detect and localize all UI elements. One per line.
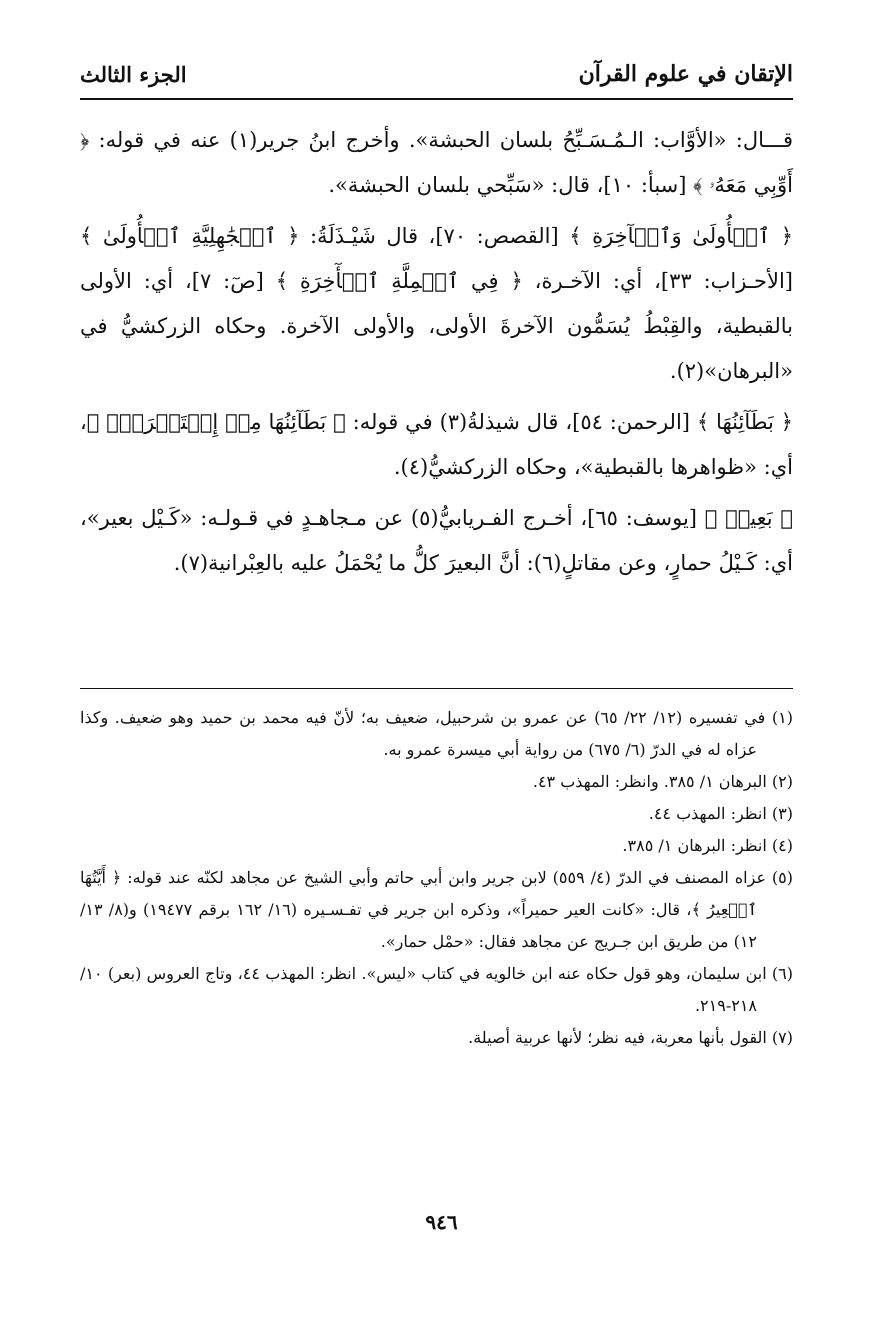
main-text bbox=[80, 118, 793, 592]
footnotes bbox=[80, 702, 793, 1054]
footnote-rule bbox=[80, 688, 793, 689]
footnote-2: (٢) البرهان ١/ ٣٨٥. وانظر: المهذب ٤٣. bbox=[532, 772, 793, 791]
footnote-3: (٣) انظر: المهذب ٤٤. bbox=[648, 804, 793, 823]
footnote-6: (٦) ابن سليمان، وهو قول حكاه عنه ابن خالويه في كتاب «ليس». انظر: المهذب ٤٤، وتاج العروس (بعر) ١٠/ ٢١٨-٢١٩. bbox=[80, 964, 793, 1015]
footnote-5: (٥) عزاه المصنف في الدرّ (٤/ ٥٥٩) لابن جرير وابن أبي حاتم وأبي الشيخ عن مجاهد لكنّه عند قوله: ﴿ أَيَّتُهَا ٱلۡعِيرُ ﴾، قال: «كانت العير حميراً»، وذكره ابن جرير في تفـسـيره (١٦/ ١٦٢ برقم ١٩٤٧٧) و(٨/ ١٣/ ١٢) من طريق ابن جـريج عن مجاهد فقال: «حمْل حمار». bbox=[80, 868, 794, 951]
page-number: ٩٤٦ bbox=[425, 1210, 458, 1234]
paragraph-bataiuha: ﴿ بَطَآئِنُهَا ﴾ [الرحمن: ٥٤]، قال شيذلةُ(٣) في قوله: ﴿ بَطَآئِنُهَا مِنۡ إِسۡتَبۡرَقٖۚ ﴾، أي: «ظواهرها بالقبطية»، وحكاه الزركشيُّ(٤). bbox=[80, 410, 793, 479]
footnote-4: (٤) انظر: البرهان ١/ ٣٨٥. bbox=[622, 836, 793, 855]
volume-title: الجزء الثالث bbox=[80, 61, 187, 87]
paragraph-ula-akhira: ﴿ ٱلۡأُولَىٰ وَٱلۡآخِرَةِ ﴾ [القصص: ٧٠]، قال شَيْـذَلَةُ: ﴿ ٱلۡجَٰهِلِيَّةِ ٱلۡأُولَىٰ ﴾ [الأحـزاب: ٣٣]، أي: الآخـرة، ﴿ فِي ٱلۡمِلَّةِ ٱلۡأٓخِرَةِ ﴾ [صٓ: ٧]، أي: الأولى بالقبطية، والقِبْطُ يُسَمُّون الآخرةَ الأولى، والأولى الآخرة. وحكاه الزركشيُّ في «البرهان»(٢). bbox=[80, 224, 793, 383]
running-header bbox=[80, 52, 793, 96]
header-rule bbox=[80, 98, 793, 100]
paragraph-awwab: قـــال: «الأوَّاب: الـمُـسَـبِّحُ بلسان الحبشة». وأخرج ابنُ جرير(١) عنه في قوله: ﴿ أَوِّبِي مَعَهُۥ ﴾ [سبأ: ١٠]، قال: «سَبِّحي بلسان الحبشة». bbox=[80, 128, 793, 197]
footnote-1: (١) في تفسيره (١٢/ ٢٢/ ٦٥) عن عمرو بن شرحبيل، ضعيف به؛ لأنّ فيه محمد بن حميد وهو ضعيف. وكذا عزاه له في الدرّ (٦/ ٦٧٥) من رواية أبي ميسرة عمرو به. bbox=[80, 708, 793, 759]
book-title: الإتقان في علوم القرآن bbox=[578, 61, 793, 87]
footnote-7: (٧) القول بأنها معربة، فيه نظر؛ لأنها عربية أصيلة. bbox=[468, 1028, 793, 1047]
paragraph-baeer: ﴿ بَعِيرٖ ﴾ [يوسف: ٦٥]، أخـرج الفـريابيُّ(٥) عن مـجاهـدٍ في قـولـه: «كَـيْل بعير»، أي: كَـيْلُ حمارٍ، وعن مقاتلٍ(٦): أنَّ البعيرَ كلُّ ما يُحْمَلُ عليه بالعِبْرانية(٧). bbox=[80, 506, 793, 575]
